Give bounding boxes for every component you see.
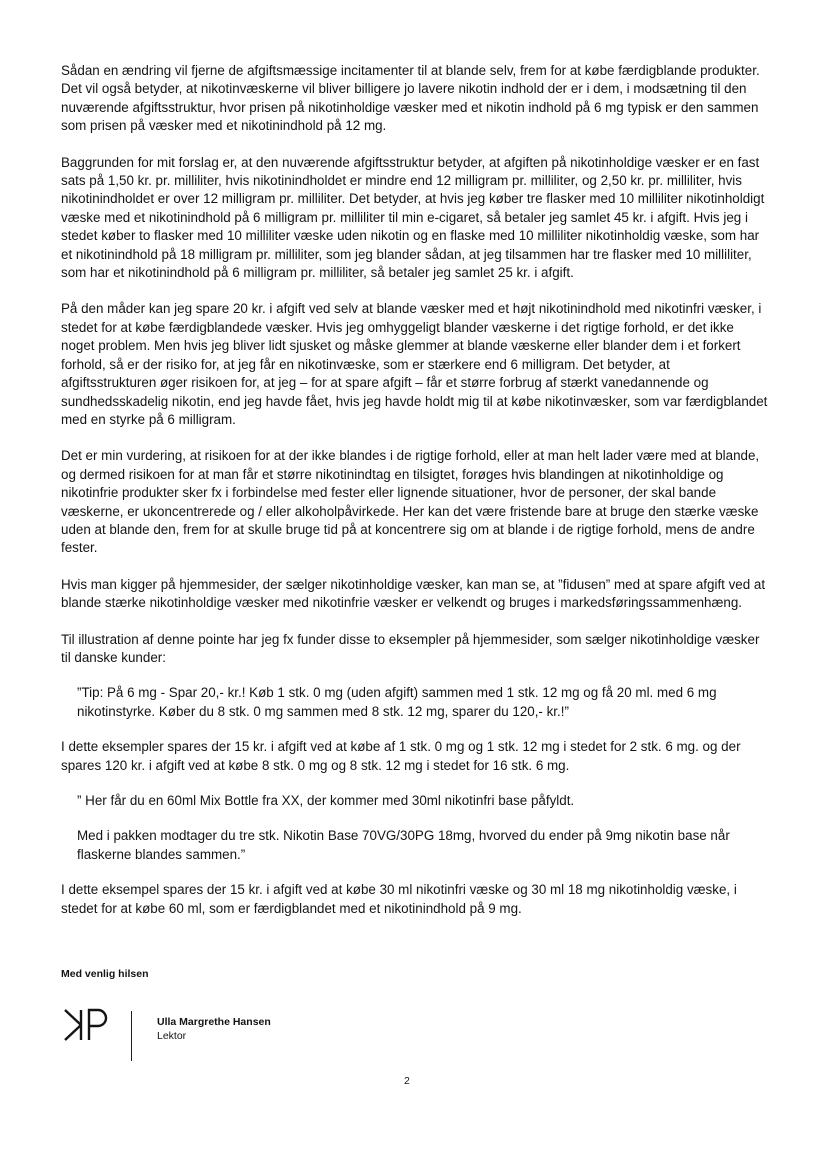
paragraph-baggrund: Baggrunden for mit forslag er, at den nuværende afgiftsstruktur betyder, at afgiften på nikotinholdige væsker er en fast sats på 1,50 kr. pr. milliliter, hvis nikotinindholdet er mindre end 12 milligram pr. milliliter, og 2,50 kr. pr. milliliter, hvis nikotinindholdet er over 12 milligram pr. milliliter. Det betyder, at hvis jeg køber tre flasker med 10 milliliter nikotinholdigt væske med et nikotinindhold på 6 milligram pr. milliliter til min e-cigaret, så betaler jeg samlet 45 kr. i afgift. Hvis jeg i stedet køber to flasker med 10 milliliter væske uden nikotin og en flaske med 10 milliliter nikotinholdig væske, som har et nikotinindhold på 18 milligram pr. milliliter, som jeg blander sådan, at jeg tilsammen har tre flasker med 10 milliliter, som har et nikotinindhold på 6 milligram pr. milliliter, så betaler jeg samlet 25 kr. i afgift. bbox=[61, 154, 765, 281]
paragraph-afgiftsaendring: Sådan en ændring vil fjerne de afgiftsmæssige incitamenter til at blande selv, frem for at købe færdigblande produkter. Det vil også betyder, at nikotinvæskerne vil bliver billigere jo lavere nikotin indhold der er i dem, i modsætning til den nuværende afgiftsstruktur, hvor prisen på nikotinholdige væsker med et nikotin indhold på 6 mg typisk er den sammen som prisen på væsker med et nikotinindhold på 12 mg. bbox=[61, 63, 760, 134]
letter-body bbox=[61, 62, 768, 936]
quote-example-1: ”Tip: På 6 mg - Spar 20,- kr.! Køb 1 stk. 0 mg (uden afgift) sammen med 1 stk. 12 mg og få 20 ml. med 6 mg nikotinstyrke. Køber du 8 stk. 0 mg sammen med 8 stk. 12 mg, sparer du 120,- kr.!” bbox=[77, 685, 717, 719]
paragraph-example-1-explanation: I dette eksempler spares der 15 kr. i afgift ved at købe af 1 stk. 0 mg og 1 stk. 12 mg i stedet for 2 stk. 6 mg. og der spares 120 kr. i afgift ved at købe 8 stk. 0 mg og 8 stk. 12 mg i stedet for 16 stk. 6 mg. bbox=[61, 739, 741, 773]
paragraph-besparelse: På den måder kan jeg spare 20 kr. i afgift ved selv at blande væsker med et højt nikotinindhold med nikotinfri væsker, i stedet for at købe færdigblandede væsker. Hvis jeg omhyggeligt blander væskerne i det rigtige forhold, er det ikke noget problem. Men hvis jeg bliver lidt sjusket og måske glemmer at blande væskerne eller blander dem i et forkert forhold, så er der risiko for, at jeg får en nikotinvæske, som er stærkere end 6 milligram. Det betyder, at afgiftsstrukturen øger risikoen for, at jeg – for at spare afgift – får et større forbrug af stærkt vanedannende og sundhedsskadelig nikotin, end jeg havde fået, hvis jeg havde holdt mig til at købe nikotinvæsker, som var færdigblandet med en styrke på 6 milligram. bbox=[61, 301, 768, 427]
paragraph-example-2-explanation: I dette eksempel spares der 15 kr. i afgift ved at købe 30 ml nikotinfri væske og 30 ml 18 mg nikotinholdig væske, i stedet for at købe 60 ml, som er færdigblandet med et nikotinindhold på 9 mg. bbox=[61, 882, 737, 916]
paragraph-illustration: Til illustration af denne pointe har jeg fx funder disse to eksempler på hjemmesider, som sælger nikotinholdige væsker til danske kunder: bbox=[61, 631, 760, 665]
paragraph-vurdering: Det er min vurdering, at risikoen for at der ikke blandes i de rigtige forhold, eller at man helt lader være med at blande, og dermed risikoen for at man får et større nikotinindtag en tilsigtet, forøges hvis blandingen at nikotinholdige og nikotinfrie produkter sker fx i forbindelse med fester eller lignende situationer, hvor de personer, der skal bande væskerne, er ukoncentrerede og / eller alkoholpåvirkede. Her kan det være fristende bare at bruge den stærke væske uden at blande den, frem for at skulle bruge tid på at koncentrere sig om at blande i de rigtige forhold, mens de andre fester. bbox=[61, 448, 760, 556]
signature-name: Ulla Margrethe Hansen bbox=[157, 1016, 271, 1028]
closing-greeting: Med venlig hilsen bbox=[61, 968, 149, 980]
signature-title: Lektor bbox=[157, 1030, 187, 1042]
quote-example-2-line-2: Med i pakken modtager du tre stk. Nikotin Base 70VG/30PG 18mg, hvorved du ender på 9mg nikotin base når flaskerne blandes sammen.” bbox=[77, 828, 730, 862]
signature-block bbox=[157, 1015, 271, 1043]
paragraph-hjemmesider: Hvis man kigger på hjemmesider, der sælger nikotinholdige væsker, kan man se, at ”fidusen” med at spare afgift ved at blande stærke nikotinholdige væsker med nikotinfrie væsker er velkendt og bruges i markedsføringssammenhæng. bbox=[61, 576, 766, 611]
page-number: 2 bbox=[404, 1075, 410, 1087]
kp-logo bbox=[61, 1008, 111, 1042]
quote-example-2-line-1: ” Her får du en 60ml Mix Bottle fra XX, der kommer med 30ml nikotinfri base påfyldt. bbox=[77, 793, 575, 808]
signature-divider bbox=[131, 1011, 132, 1061]
